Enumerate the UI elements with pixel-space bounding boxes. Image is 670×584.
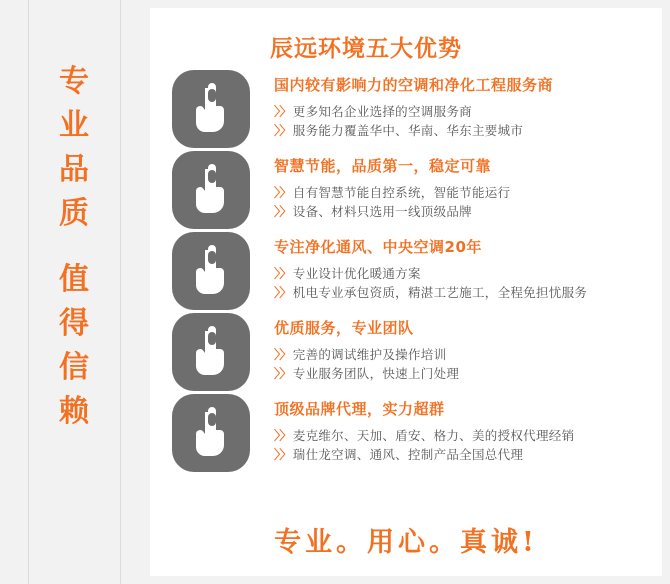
left-slogan-column <box>0 0 150 584</box>
item-line <box>274 202 654 221</box>
item-line <box>274 183 654 202</box>
left-slogan-line-1: 专业 <box>59 64 91 143</box>
item-title: 专注净化通风、中央空调20年 <box>274 238 482 256</box>
hand-pointer-icon <box>172 394 250 472</box>
item-line <box>274 102 654 121</box>
list-item <box>164 70 654 150</box>
item-line-text: 专业服务团队，快速上门处理 <box>292 366 460 381</box>
arrow-marker: 〉〉 <box>274 266 291 281</box>
item-line-text: 麦克维尔、天加、盾安、格力、美的授权代理经销 <box>292 428 575 443</box>
list-item <box>164 151 654 231</box>
hand-pointer-icon <box>172 232 250 310</box>
advantages-list <box>164 70 654 475</box>
list-item <box>164 394 654 474</box>
item-body <box>274 236 654 302</box>
item-title: 优质服务，专业团队 <box>274 319 414 337</box>
arrow-marker: 〉〉 <box>274 347 291 362</box>
footer-slogan: 专业。用心。真诚! <box>274 527 538 558</box>
item-line <box>274 364 654 383</box>
left-slogan-line-4: 信赖 <box>59 350 91 429</box>
item-line <box>274 121 654 140</box>
item-line <box>274 445 654 464</box>
list-item <box>164 313 654 393</box>
hand-pointer-icon <box>172 151 250 229</box>
divider-line-left <box>28 0 29 584</box>
item-line <box>274 283 654 302</box>
item-line <box>274 345 654 364</box>
item-line-text: 设备、材料只选用一线顶级品牌 <box>292 204 472 219</box>
item-body <box>274 398 654 464</box>
arrow-marker: 〉〉 <box>274 366 291 381</box>
item-line-text: 自有智慧节能自控系统，智能节能运行 <box>292 185 511 200</box>
item-title: 智慧节能，品质第一，稳定可靠 <box>274 157 492 175</box>
arrow-marker: 〉〉 <box>274 185 291 200</box>
item-body <box>274 74 654 140</box>
item-line-text: 专业设计优化暖通方案 <box>292 266 421 281</box>
item-title: 国内较有影响力的空调和净化工程服务商 <box>274 76 554 94</box>
arrow-marker: 〉〉 <box>274 204 291 219</box>
item-line-text: 完善的调试维护及操作培训 <box>292 347 447 362</box>
item-line <box>274 426 654 445</box>
page-title: 辰远环境五大优势 <box>270 36 462 62</box>
item-body <box>274 317 654 383</box>
item-line-text: 更多知名企业选择的空调服务商 <box>292 104 472 119</box>
arrow-marker: 〉〉 <box>274 104 291 119</box>
list-item <box>164 232 654 312</box>
arrow-marker: 〉〉 <box>274 447 291 462</box>
left-slogan-text <box>50 60 100 434</box>
right-edge-strip <box>662 0 670 584</box>
divider-line-right <box>120 0 121 584</box>
item-line <box>274 264 654 283</box>
item-line-text: 瑞仕龙空调、通风、控制产品全国总代理 <box>292 447 524 462</box>
hand-pointer-icon <box>172 313 250 391</box>
advantages-card <box>150 8 662 576</box>
arrow-marker: 〉〉 <box>274 123 291 138</box>
left-slogan-line-2: 品质 <box>59 152 91 231</box>
arrow-marker: 〉〉 <box>274 428 291 443</box>
hand-pointer-icon <box>172 70 250 148</box>
item-title: 顶级品牌代理，实力超群 <box>274 400 445 418</box>
left-slogan-line-3: 值得 <box>59 262 91 341</box>
item-line-text: 服务能力覆盖华中、华南、华东主要城市 <box>292 123 524 138</box>
slogan-spacer <box>50 236 100 258</box>
item-body <box>274 155 654 221</box>
item-line-text: 机电专业承包资质，精湛工艺施工，全程免担忧服务 <box>292 285 588 300</box>
arrow-marker: 〉〉 <box>274 285 291 300</box>
